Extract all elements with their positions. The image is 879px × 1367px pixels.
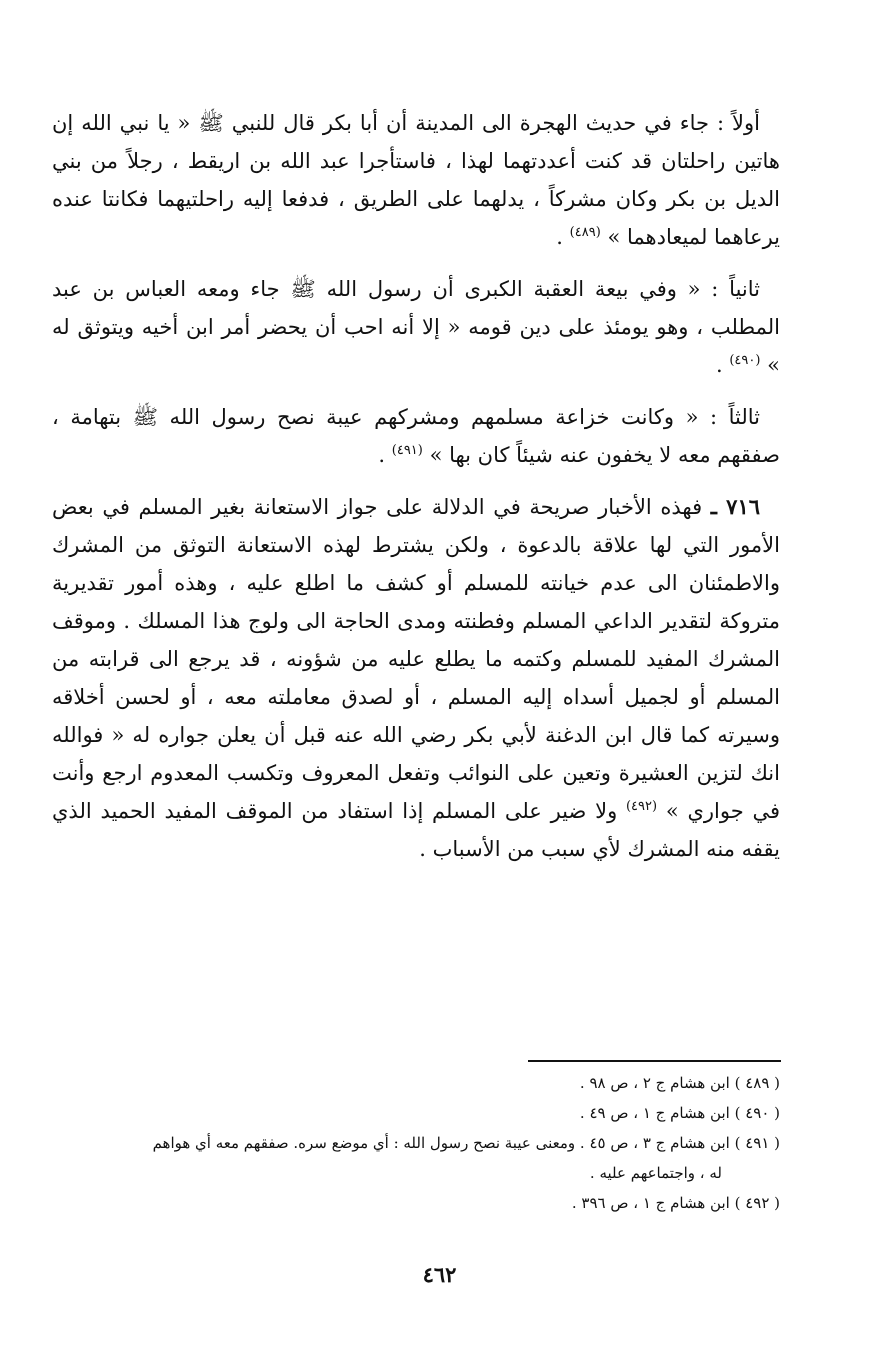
footnote-text: ابن هشام ج ٢ ، ص ٩٨ . <box>579 1074 735 1092</box>
section-text-continued: ولا ضير على المسلم إذا استفاد من الموقف المفيد الحميد الذي يقفه منه المشرك لأي سبب من الأسباب . <box>52 799 780 861</box>
footnote-continuation: له ، واجتماعهم عليه . <box>589 1164 722 1182</box>
paragraph-second <box>52 270 780 384</box>
footnote-number: ( ٤٩١ ) <box>734 1134 780 1152</box>
paragraph-first <box>52 104 780 256</box>
footnote-item <box>52 1068 780 1098</box>
paragraph-end: . <box>715 353 730 377</box>
footnote-text: ابن هشام ج ١ ، ص ٤٩ . <box>579 1104 735 1122</box>
paragraph-text: أولاً : جاء في حديث الهجرة الى المدينة أن أبا بكر قال للنبي ﷺ « يا نبي الله إن هاتين راحلتان قد كنت أعددتهما لهذا ، فاستأجرا عبد الله بن اريقط ، رجلاً من بني الديل بن بكر وكان مشركاً ، يدلهما على الطريق ، فدفعا إليه راحلتيهما فكانتا عنده يرعاهما لميعادهما » <box>52 111 780 249</box>
footnote-item <box>52 1128 780 1188</box>
paragraph-third <box>52 398 780 474</box>
paragraph-text: ثانياً : « وفي بيعة العقبة الكبرى أن رسول الله ﷺ جاء ومعه العباس بن عبد المطلب ، وهو يومئذ على دين قومه « إلا أنه احب أن يحضر أمر ابن أخيه ويتوثق له » <box>52 277 780 377</box>
footnote-divider <box>528 1060 781 1062</box>
main-text <box>52 104 780 882</box>
footnote-number: ( ٤٨٩ ) <box>734 1074 780 1092</box>
paragraph-end: . <box>378 443 392 467</box>
footnote-ref: (٤٩٢) <box>625 799 658 814</box>
section-paragraph <box>52 488 780 868</box>
page-number: ٤٦٢ <box>422 1262 457 1287</box>
footnote-item <box>52 1098 780 1128</box>
footnote-number: ( ٤٩٢ ) <box>734 1194 780 1212</box>
footnote-item <box>52 1188 780 1218</box>
section-number: ٧١٦ ـ <box>710 494 761 519</box>
footnote-number: ( ٤٩٠ ) <box>734 1104 780 1122</box>
footnote-text: ابن هشام ج ٣ ، ص ٤٥ . ومعنى عيبة نصح رسول الله : أي موضع سره. صفقهم معه أي هواهم <box>152 1134 735 1152</box>
footnotes <box>52 1068 780 1218</box>
footnote-ref: (٤٩٠) <box>729 353 761 368</box>
footnote-ref: (٤٩١) <box>391 443 423 458</box>
section-text: فهذه الأخبار صريحة في الدلالة على جواز الاستعانة بغير المسلم في بعض الأمور التي لها علاقة بالدعوة ، ولكن يشترط لهذه الاستعانة التوثق من المشرك والاطمئنان الى عدم خيانته للمسلم أو كشف ما اطلع عليه ، وهذه أمور تقديرية متروكة لتقدير الداعي المسلم وفطنته ومدى الحاجة الى ولوج هذا المسلك . وموقف المشرك المفيد للمسلم وكتمه ما يطلع عليه من شؤونه ، قد يرجع الى قرابته من المسلم أو لجميل أسداه إليه المسلم ، أو لصدق معاملته معه ، أو لحسن أخلاقه وسيرته كما قال ابن الدغنة لأبي بكر رضي الله عنه قبل أن يعلن جواره له « فوالله انك لتزين العشيرة وتعين على النوائب وتفعل المعروف وتكسب المعدوم ارجع وأنت في جواري » <box>52 495 780 823</box>
footnote-ref: (٤٨٩) <box>569 225 601 240</box>
footnote-text: ابن هشام ج ١ ، ص ٣٩٦ . <box>571 1194 735 1212</box>
paragraph-end: . <box>556 225 570 249</box>
paragraph-text: ثالثاً : « وكانت خزاعة مسلمهم ومشركهم عيبة نصح رسول الله ﷺ بتهامة ، صفقهم معه لا يخفون عنه شيئاً كان بها » <box>52 405 780 467</box>
